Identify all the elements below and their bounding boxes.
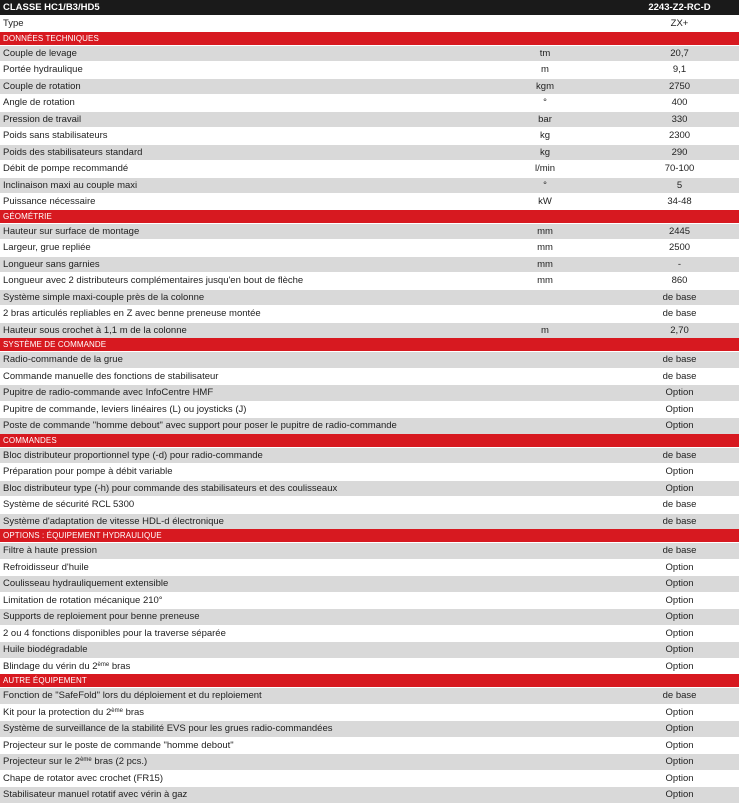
spec-unit: kg — [470, 128, 620, 145]
spec-unit — [470, 688, 620, 705]
spec-label: Supports de reploiement pour benne preneuse — [0, 609, 470, 626]
spec-label: Projecteur sur le poste de commande "homme debout" — [0, 737, 470, 754]
spec-unit — [470, 306, 620, 323]
spec-value: Option — [620, 658, 739, 674]
spec-label: Couple de levage — [0, 45, 470, 62]
spec-unit: ° — [470, 95, 620, 112]
section-title: DONNÉES TECHNIQUES — [0, 32, 739, 46]
spec-value: de base — [620, 447, 739, 464]
spec-value: Option — [620, 754, 739, 771]
spec-label: Stabilisateur manuel rotatif avec vérin à gaz — [0, 787, 470, 803]
spec-row — [0, 688, 739, 705]
spec-unit: ° — [470, 177, 620, 194]
spec-row — [0, 658, 739, 674]
spec-unit: mm — [470, 240, 620, 257]
type-unit — [470, 16, 620, 32]
section-title: AUTRE ÉQUIPEMENT — [0, 674, 739, 688]
spec-unit — [470, 737, 620, 754]
spec-unit: mm — [470, 273, 620, 290]
spec-label-suffix: bras — [109, 660, 131, 672]
spec-row — [0, 704, 739, 721]
spec-label: Coulisseau hydrauliquement extensible — [0, 576, 470, 593]
spec-unit: mm — [470, 256, 620, 273]
spec-unit — [470, 543, 620, 560]
spec-label: 2 ou 4 fonctions disponibles pour la traverse séparée — [0, 625, 470, 642]
spec-value: 70-100 — [620, 161, 739, 178]
spec-label-superscript: ème — [97, 661, 110, 668]
spec-value: 9,1 — [620, 62, 739, 79]
spec-value: Option — [620, 418, 739, 434]
spec-label: Angle de rotation — [0, 95, 470, 112]
spec-label: Système d'adaptation de vitesse HDL-d électronique — [0, 513, 470, 529]
type-label: Type — [0, 16, 470, 32]
spec-label-superscript: ème — [111, 707, 123, 714]
spec-label: Débit de pompe recommandé — [0, 161, 470, 178]
spec-unit — [470, 704, 620, 721]
spec-unit: m — [470, 322, 620, 338]
spec-label-text: Projecteur sur le 2 — [3, 756, 81, 767]
spec-unit — [470, 352, 620, 369]
spec-unit — [470, 513, 620, 529]
spec-label: Longueur avec 2 distributeurs complémentaires jusqu'en bout de flèche — [0, 273, 470, 290]
spec-row — [0, 385, 739, 402]
spec-value: Option — [620, 642, 739, 659]
spec-label: Bloc distributeur proportionnel type (-d) pour radio-commande — [0, 447, 470, 464]
spec-unit: kg — [470, 144, 620, 161]
spec-unit — [470, 770, 620, 787]
spec-row — [0, 609, 739, 626]
spec-value: 860 — [620, 273, 739, 290]
spec-label: Pression de travail — [0, 111, 470, 128]
spec-unit — [470, 754, 620, 771]
spec-value: Option — [620, 737, 739, 754]
spec-unit: tm — [470, 45, 620, 62]
spec-label: Commande manuelle des fonctions de stabilisateur — [0, 368, 470, 385]
spec-label: Pupitre de radio-commande avec InfoCentre HMF — [0, 385, 470, 402]
spec-row — [0, 306, 739, 323]
spec-label: Puissance nécessaire — [0, 194, 470, 210]
spec-value: Option — [620, 592, 739, 609]
spec-label: Chape de rotator avec crochet (FR15) — [0, 770, 470, 787]
spec-value: Option — [620, 704, 739, 721]
spec-label: Poste de commande "homme debout" avec support pour poser le pupitre de radio-commande — [0, 418, 470, 434]
section-title: OPTIONS : ÉQUIPEMENT HYDRAULIQUE — [0, 529, 739, 543]
section-header — [0, 32, 739, 46]
spec-value: de base — [620, 513, 739, 529]
spec-value: 2500 — [620, 240, 739, 257]
section-header — [0, 210, 739, 224]
spec-label: Hauteur sur surface de montage — [0, 223, 470, 240]
spec-label: Refroidisseur d'huile — [0, 559, 470, 576]
spec-unit: l/min — [470, 161, 620, 178]
type-value: ZX+ — [620, 16, 739, 32]
spec-unit — [470, 497, 620, 514]
spec-unit — [470, 385, 620, 402]
spec-label: Radio-commande de la grue — [0, 352, 470, 369]
spec-row — [0, 543, 739, 560]
spec-row — [0, 576, 739, 593]
section-header — [0, 674, 739, 688]
spec-label: Système de sécurité RCL 5300 — [0, 497, 470, 514]
spec-value: 2300 — [620, 128, 739, 145]
spec-label-text: Kit pour la protection du 2 — [3, 706, 112, 718]
spec-unit: bar — [470, 111, 620, 128]
spec-unit — [470, 787, 620, 803]
spec-row — [0, 754, 739, 771]
spec-label: Bloc distributeur type (-h) pour commande des stabilisateurs et des coulisseaux — [0, 480, 470, 497]
spec-unit: kW — [470, 194, 620, 210]
spec-label-suffix: bras — [122, 706, 145, 718]
spec-row — [0, 592, 739, 609]
spec-unit — [470, 447, 620, 464]
spec-unit: m — [470, 62, 620, 79]
spec-row — [0, 78, 739, 95]
spec-unit — [470, 609, 620, 626]
header-row — [0, 0, 739, 16]
spec-value: 20,7 — [620, 45, 739, 62]
spec-label: 2 bras articulés repliables en Z avec benne preneuse montée — [0, 306, 470, 323]
spec-value: de base — [620, 543, 739, 560]
spec-unit — [470, 559, 620, 576]
spec-label — [0, 754, 470, 771]
spec-unit — [470, 289, 620, 306]
spec-label-text: Blindage du vérin du 2 — [3, 660, 98, 672]
spec-label: Poids sans stabilisateurs — [0, 128, 470, 145]
spec-value: Option — [620, 464, 739, 481]
spec-label: Huile biodégradable — [0, 642, 470, 659]
spec-row — [0, 45, 739, 62]
spec-value: 290 — [620, 144, 739, 161]
spec-row — [0, 95, 739, 112]
spec-label: Système simple maxi-couple près de la colonne — [0, 289, 470, 306]
spec-value: de base — [620, 688, 739, 705]
spec-label — [0, 658, 470, 674]
spec-unit — [470, 576, 620, 593]
spec-value: Option — [620, 770, 739, 787]
spec-value: de base — [620, 352, 739, 369]
spec-row — [0, 401, 739, 418]
spec-row — [0, 787, 739, 803]
model-label: 2243-Z2-RC-D — [620, 0, 739, 16]
spec-unit — [470, 418, 620, 434]
section-header — [0, 338, 739, 352]
spec-label: Largeur, grue repliée — [0, 240, 470, 257]
spec-row — [0, 144, 739, 161]
spec-value: 330 — [620, 111, 739, 128]
spec-unit — [470, 721, 620, 738]
spec-row — [0, 223, 739, 240]
spec-value: 2750 — [620, 78, 739, 95]
spec-unit — [470, 658, 620, 674]
spec-value: 5 — [620, 177, 739, 194]
spec-value: Option — [620, 787, 739, 803]
spec-value: Option — [620, 609, 739, 626]
spec-value: de base — [620, 289, 739, 306]
spec-row — [0, 559, 739, 576]
spec-row — [0, 368, 739, 385]
spec-row — [0, 111, 739, 128]
spec-value: Option — [620, 559, 739, 576]
spec-unit — [470, 401, 620, 418]
spec-row — [0, 352, 739, 369]
section-title: SYSTÈME DE COMMANDE — [0, 338, 739, 352]
spec-value: 34-48 — [620, 194, 739, 210]
spec-unit — [470, 480, 620, 497]
spec-row — [0, 289, 739, 306]
spec-row — [0, 322, 739, 338]
spec-row — [0, 513, 739, 529]
spec-value: - — [620, 256, 739, 273]
spec-unit — [470, 464, 620, 481]
spec-value: 2,70 — [620, 322, 739, 338]
spec-row — [0, 770, 739, 787]
spec-row — [0, 642, 739, 659]
spec-value: Option — [620, 721, 739, 738]
spec-label: Pupitre de commande, leviers linéaires (L) ou joysticks (J) — [0, 401, 470, 418]
type-row — [0, 16, 739, 32]
spec-value: de base — [620, 306, 739, 323]
spec-row — [0, 177, 739, 194]
spec-label: Poids des stabilisateurs standard — [0, 144, 470, 161]
spec-value: 400 — [620, 95, 739, 112]
spec-row — [0, 447, 739, 464]
spec-label — [0, 704, 470, 721]
spec-value: de base — [620, 368, 739, 385]
spec-label-superscript: ème — [80, 757, 92, 763]
spec-value: Option — [620, 625, 739, 642]
spec-row — [0, 256, 739, 273]
spec-row — [0, 737, 739, 754]
spec-row — [0, 480, 739, 497]
spec-label: Portée hydraulique — [0, 62, 470, 79]
spec-row — [0, 240, 739, 257]
spec-value: Option — [620, 576, 739, 593]
spec-unit: mm — [470, 223, 620, 240]
spec-row — [0, 128, 739, 145]
spec-label: Couple de rotation — [0, 78, 470, 95]
section-header — [0, 529, 739, 543]
spec-label-suffix: bras (2 pcs.) — [91, 756, 148, 767]
spec-unit — [470, 592, 620, 609]
spec-label: Longueur sans garnies — [0, 256, 470, 273]
spec-value: de base — [620, 497, 739, 514]
spec-unit — [470, 625, 620, 642]
spec-value: Option — [620, 480, 739, 497]
spec-row — [0, 161, 739, 178]
spec-label: Filtre à haute pression — [0, 543, 470, 560]
spec-row — [0, 721, 739, 738]
spec-row — [0, 625, 739, 642]
section-title: GÉOMÉTRIE — [0, 210, 739, 224]
spec-row — [0, 418, 739, 434]
spec-label: Hauteur sous crochet à 1,1 m de la colonne — [0, 322, 470, 338]
spec-label: Fonction de "SafeFold" lors du déploiement et du reploiement — [0, 688, 470, 705]
spec-label: Inclinaison maxi au couple maxi — [0, 177, 470, 194]
spec-row — [0, 273, 739, 290]
class-label: CLASSE HC1/B3/HD5 — [0, 0, 620, 16]
spec-value: Option — [620, 385, 739, 402]
spec-value: 2445 — [620, 223, 739, 240]
spec-unit — [470, 368, 620, 385]
spec-row — [0, 194, 739, 210]
spec-label: Système de surveillance de la stabilité EVS pour les grues radio-commandées — [0, 721, 470, 738]
spec-row — [0, 497, 739, 514]
spec-row — [0, 464, 739, 481]
section-title: COMMANDES — [0, 434, 739, 448]
spec-value: Option — [620, 401, 739, 418]
spec-unit: kgm — [470, 78, 620, 95]
spec-row — [0, 62, 739, 79]
spec-label: Préparation pour pompe à débit variable — [0, 464, 470, 481]
section-header — [0, 434, 739, 448]
spec-unit — [470, 642, 620, 659]
spec-label: Limitation de rotation mécanique 210° — [0, 592, 470, 609]
